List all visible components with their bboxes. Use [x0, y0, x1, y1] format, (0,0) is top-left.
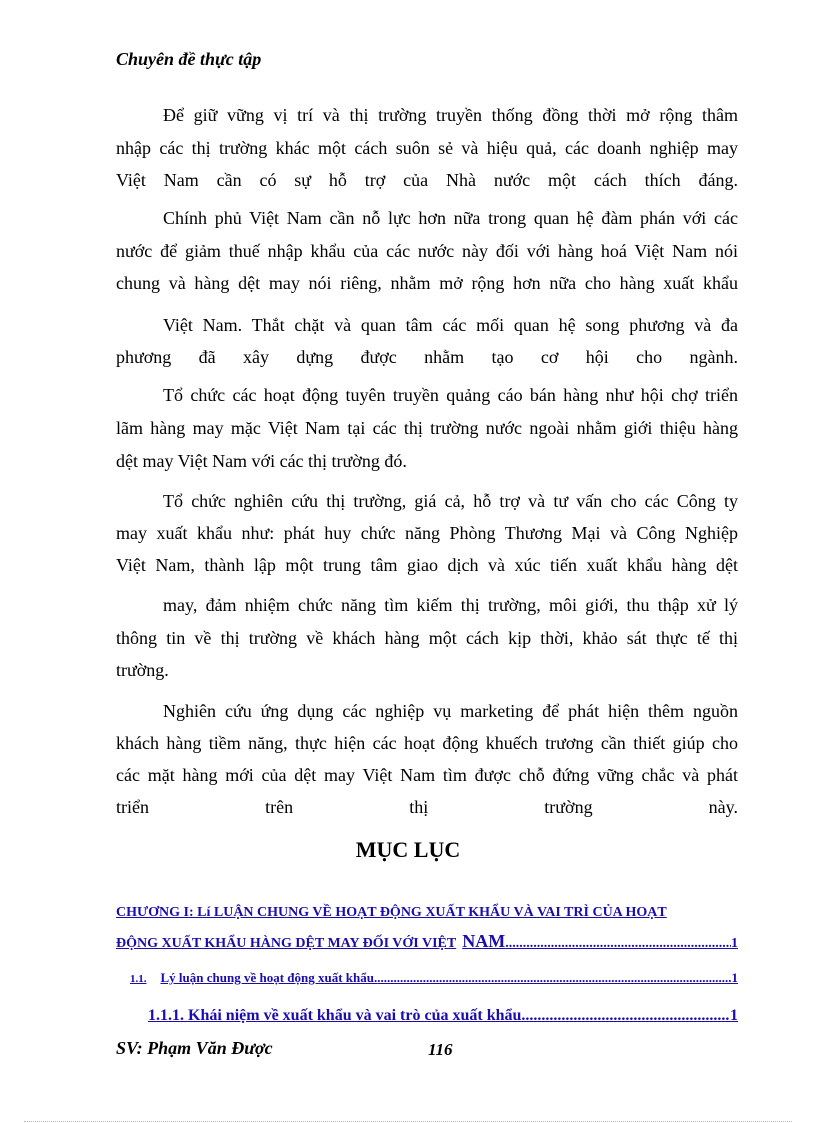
body-line: nước để giảm thuế nhập khẩu của các nước này đối với hàng hoá Việt Nam nói — [116, 241, 738, 261]
body-line: may, đảm nhiệm chức năng tìm kiếm thị trường, môi giới, thu thập xử lý — [163, 595, 738, 615]
document-header: Chuyên đề thực tập — [116, 49, 262, 69]
body-line: thông tin về thị trường về khách hàng một cách kịp thời, khảo sát thực tế thị — [116, 628, 738, 648]
body-line: Để giữ vững vị trí và thị trường truyền thống đồng thời mở rộng thâm — [163, 105, 738, 125]
toc-section-number: 1.1. — [130, 973, 147, 985]
body-line: phương đã xây dựng được nhằm tạo cơ hội cho ngành. — [116, 347, 738, 367]
toc-entry-chapter-1[interactable] — [116, 905, 738, 921]
toc-entry-label: ĐỘNG XUẤT KHẨU HÀNG DỆT MAY ĐỐI VỚI VIỆT — [116, 936, 457, 951]
body-line: trường. — [116, 660, 169, 680]
body-line: nhập các thị trường khác một cách suôn sẻ và hiệu quả, các doanh nghiệp may — [116, 138, 738, 158]
toc-leader-dots — [505, 936, 731, 952]
toc-page-number: 1 — [731, 970, 738, 985]
toc-entry-label: 1.1.1. Khái niệm về xuất khẩu và vai trò của xuất khẩu — [148, 1007, 522, 1024]
body-line: triển trên thị trường này. — [116, 797, 738, 817]
body-line: Tổ chức các hoạt động tuyên truyền quảng cáo bán hàng như hội chợ triển — [163, 385, 738, 405]
toc-entry-label: CHƯƠNG I: Lí LUẬN CHUNG VỀ HOẠT ĐỘNG XUẤT KHẨU VÀ VAI TRÌ CỦA HOẠT — [116, 905, 667, 920]
body-line: Việt Nam cần có sự hỗ trợ của Nhà nước một cách thích đáng. — [116, 170, 738, 190]
body-line: Nghiên cứu ứng dụng các nghiệp vụ marketing để phát hiện thêm nguồn — [163, 701, 738, 721]
toc-page-number: 1 — [730, 1007, 738, 1024]
body-line: Tổ chức nghiên cứu thị trường, giá cả, hỗ trợ và tư vấn cho các Công ty — [163, 491, 738, 511]
body-line: khách hàng tiềm năng, thực hiện các hoạt động khuếch trương cần thiết giúp cho — [116, 733, 738, 753]
body-line: Việt Nam, thành lập một trung tâm giao dịch và xúc tiến xuất khẩu hàng dệt — [116, 555, 738, 575]
body-line: Chính phủ Việt Nam cần nỗ lực hơn nữa trong quan hệ đàm phán với các — [163, 208, 738, 228]
body-line: may xuất khẩu như: phát huy chức năng Phòng Thương Mại và Công Nghiệp — [116, 523, 738, 543]
page-break-line — [24, 1121, 792, 1122]
body-line: chung và hàng dệt may nói riêng, nhằm mở rộng hơn nữa cho hàng xuất khẩu — [116, 273, 738, 293]
toc-leader-dots — [521, 1007, 730, 1025]
toc-entry-label: Lý luận chung về hoạt động xuất khẩu. — [160, 970, 378, 985]
toc-page-number: 1 — [731, 936, 738, 951]
footer-page-number: 116 — [428, 1040, 453, 1059]
toc-entry-label-big: NAM — [462, 931, 506, 951]
body-line: lãm hàng may mặc Việt Nam tại các thị trường nước ngoài nhằm giới thiệu hàng — [116, 418, 738, 438]
toc-title: MỤC LỤC — [355, 837, 461, 862]
toc-entry-section-1-1[interactable] — [130, 970, 738, 986]
body-line: Việt Nam. Thắt chặt và quan tâm các mối quan hệ song phương và đa — [163, 315, 738, 335]
body-line: dệt may Việt Nam với các thị trường đó. — [116, 451, 407, 471]
toc-entry-chapter-1-cont[interactable] — [116, 931, 738, 952]
toc-leader-dots — [377, 970, 731, 986]
toc-entry-section-1-1-1[interactable] — [148, 1007, 738, 1025]
footer-author: SV: Phạm Văn Được — [116, 1038, 273, 1058]
body-line: các mặt hàng mới của dệt may Việt Nam tìm được chỗ đứng vững chắc và phát — [116, 765, 738, 785]
